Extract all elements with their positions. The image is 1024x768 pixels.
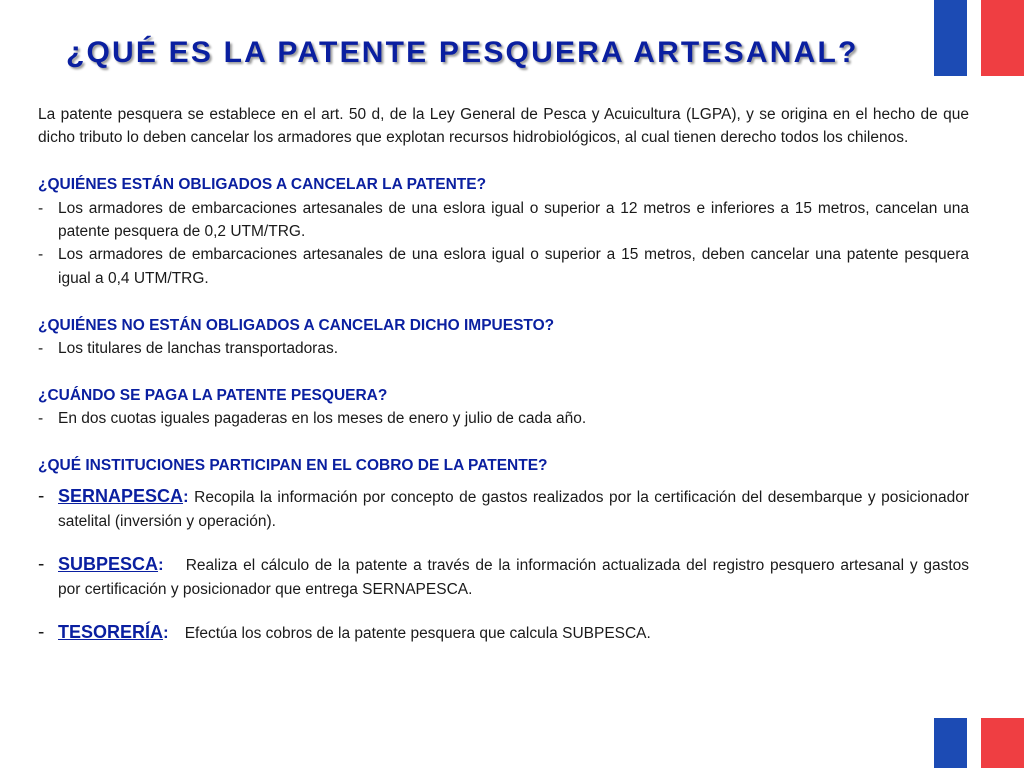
flag-red-stripe <box>981 718 1024 768</box>
flag-blue-stripe <box>934 718 967 768</box>
institution-item-sernapesca: - SERNAPESCA: Recopila la información por concepto de gastos realizados por la certificación del desembarque y posicionador satelital (inversión y operación). <box>38 486 969 530</box>
list-item: - En dos cuotas iguales pagaderas en los meses de enero y julio de cada año. <box>38 410 587 428</box>
institution-item-subpesca: - SUBPESCA: Realiza el cálculo de la patente a través de la información actualizada del registro pesquero artesanal y gastos por certificación y posicionador que entrega SERNAPESCA. <box>38 554 969 598</box>
institution-description: Recopila la información por concepto de gastos realizados por la certificación del desembarque y posicionador satelital (inversión y operación). <box>58 489 969 530</box>
list-item: - Los titulares de lanchas transportadoras. <box>38 340 339 358</box>
flag-red-stripe <box>981 0 1024 76</box>
list-item: - Los armadores de embarcaciones artesanales de una eslora igual o superior a 12 metros e inferiores a 15 metros, cancelan una patente pesquera de 0,2 UTM/TRG. <box>38 199 969 241</box>
slide-body <box>38 103 969 645</box>
slide-title: ¿QUÉ ES LA PATENTE PESQUERA ARTESANAL? <box>66 36 859 69</box>
intro-paragraph: La patente pesquera se establece en el art. 50 d, de la Ley General de Pesca y Acuicultura (LGPA), y se origina en el hecho de que dicho tributo lo deben cancelar los armadores que explotan recursos hidrobiológicos, al cual tienen derecho todos los chilenos. <box>38 106 969 147</box>
section-heading-institutions: ¿QUÉ INSTITUCIONES PARTICIPAN EN EL COBRO DE LA PATENTE? <box>38 457 548 475</box>
section-heading-when: ¿CUÁNDO SE PAGA LA PATENTE PESQUERA? <box>38 386 388 404</box>
institution-item-tesoreria: - TESORERÍA: Efectúa los cobros de la patente pesquera que calcula SUBPESCA. <box>38 622 651 644</box>
institution-description: Efectúa los cobros de la patente pesquera que calcula SUBPESCA. <box>184 625 651 643</box>
institution-name: SUBPESCA <box>58 554 159 575</box>
institution-name: TESORERÍA <box>58 622 164 643</box>
list-item: - Los armadores de embarcaciones artesanales de una eslora igual o superior a 15 metros, deben cancelar una patente pesquera igual a 0,4 UTM/TRG. <box>38 246 969 287</box>
institution-description: Realiza el cálculo de la patente a través de la información actualizada del registro pesquero artesanal y gastos por certificación y posicionador que entrega SERNAPESCA. <box>58 557 969 598</box>
section-heading-not-obligated: ¿QUIÉNES NO ESTÁN OBLIGADOS A CANCELAR DICHO IMPUESTO? <box>38 316 555 334</box>
section-heading-obligated: ¿QUIÉNES ESTÁN OBLIGADOS A CANCELAR LA PATENTE? <box>38 176 487 194</box>
institution-name: SERNAPESCA <box>58 486 184 507</box>
chile-flag-stripes-bottom <box>934 718 1024 768</box>
chile-flag-stripes-top <box>934 0 1024 76</box>
